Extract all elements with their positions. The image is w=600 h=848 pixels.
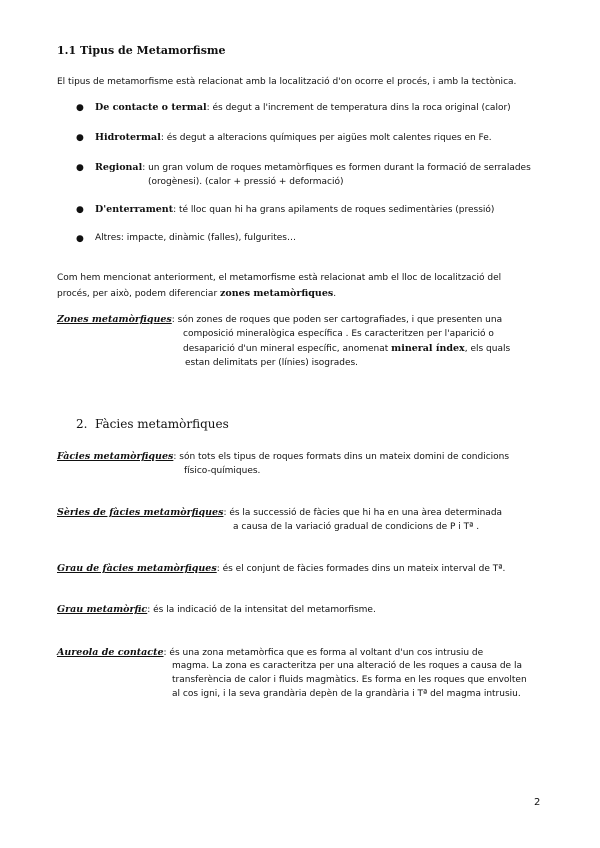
bullet-text: : és degut a alteracions químiques per aigües molt calentes riques en Fe. bbox=[160, 133, 492, 143]
definition-text: : són tots els tipus de roques formats dins un mateix domini de condicions bbox=[173, 452, 510, 462]
page-number: 2 bbox=[534, 797, 541, 808]
definition-continuation: composició mineralògica específica . Es caracteritzen per l'aparició o bbox=[183, 329, 494, 339]
paragraph-line bbox=[57, 288, 336, 299]
definition-continuation: estan delimitats per (línies) isogrades. bbox=[185, 358, 359, 368]
bullet-term: Hidrotermal bbox=[95, 132, 161, 143]
definition-term: Grau metamòrfic bbox=[57, 604, 148, 615]
list-bullet: ● bbox=[76, 133, 84, 143]
definition-term: Sèries de fàcies metamòrfiques bbox=[57, 507, 224, 518]
list-item bbox=[95, 132, 492, 143]
definition-continuation: físico-químiques. bbox=[184, 466, 261, 476]
definition-term: Zones metamòrfiques bbox=[57, 314, 172, 325]
bullet-text: : un gran volum de roques metamòrfiques es formen durant la formació de serralades bbox=[142, 163, 531, 173]
definition-text: , els quals bbox=[464, 344, 511, 354]
list-item bbox=[95, 204, 494, 215]
definition-line bbox=[57, 604, 376, 615]
definition-text: : és el conjunt de fàcies formades dins un mateix interval de Tª. bbox=[216, 564, 506, 574]
definition-term: Fàcies metamòrfiques bbox=[57, 451, 174, 462]
section-number: 2. bbox=[76, 417, 88, 431]
intro-paragraph: El tipus de metamorfisme està relacionat amb la localització d'on ocorre el procés, i amb la tectònica. bbox=[57, 77, 517, 87]
paragraph-text: procés, per això, podem diferenciar bbox=[57, 289, 221, 299]
definition-text: : és la indicació de la intensitat del metamorfisme. bbox=[147, 605, 376, 615]
definition-line bbox=[57, 451, 509, 462]
definition-text: desaparició d'un mineral específic, anomenat bbox=[183, 344, 392, 354]
section-title: Fàcies metamòrfiques bbox=[95, 417, 229, 431]
list-item bbox=[95, 233, 296, 243]
bullet-term: D'enterrament bbox=[95, 204, 174, 215]
definition-line bbox=[57, 563, 505, 574]
bullet-text: : té lloc quan hi ha grans apilaments de roques sedimentàries (pressió) bbox=[173, 205, 495, 215]
definition-text: : són zones de roques que poden ser cartografiades, i que presenten una bbox=[171, 315, 503, 325]
inline-term: zones metamòrfiques bbox=[220, 288, 334, 299]
bullet-text: : és degut a l'increment de temperatura dins la roca original (calor) bbox=[206, 103, 511, 113]
definition-term: Grau de fàcies metamòrfiques bbox=[57, 563, 217, 574]
definition-text: : és una zona metamòrfica que es forma al voltant d'un cos intrusiu de bbox=[163, 648, 484, 658]
list-bullet: ● bbox=[76, 163, 84, 173]
paragraph-line: Com hem mencionat anteriorment, el metamorfisme està relacionat amb el lloc de localització del bbox=[57, 273, 502, 283]
list-item bbox=[95, 102, 511, 113]
section-title: 1.1 Tipus de Metamorfisme bbox=[57, 44, 226, 57]
definition-line bbox=[57, 314, 502, 325]
inline-term: mineral índex bbox=[391, 343, 465, 354]
bullet-text: Altres: impacte, dinàmic (falles), fulgurites… bbox=[95, 233, 296, 243]
list-bullet: ● bbox=[76, 205, 84, 215]
bullet-term: De contacte o termal bbox=[95, 102, 207, 113]
definition-continuation bbox=[183, 343, 510, 354]
definition-term: Aureola de contacte bbox=[57, 647, 164, 658]
definition-line bbox=[57, 647, 483, 658]
bullet-term: Regional bbox=[95, 162, 143, 173]
list-bullet: ● bbox=[76, 103, 84, 113]
list-bullet: ● bbox=[76, 234, 84, 244]
definition-continuation: al cos igni, i la seva grandària depèn de la grandària i Tª del magma intrusiu. bbox=[172, 689, 521, 699]
list-item bbox=[95, 162, 531, 173]
definition-text: : és la successió de fàcies que hi ha en una àrea determinada bbox=[223, 508, 503, 518]
definition-continuation: magma. La zona es caracteritza per una alteració de les roques a causa de la bbox=[172, 661, 522, 671]
definition-line bbox=[57, 507, 502, 518]
paragraph-text: . bbox=[333, 289, 337, 299]
definition-continuation: a causa de la variació gradual de condicions de P i Tª . bbox=[233, 522, 480, 532]
list-item-continuation: (orogènesi). (calor + pressió + deformació) bbox=[148, 177, 344, 187]
definition-continuation: transferència de calor i fluids magmàtics. Es forma en les roques que envolten bbox=[172, 675, 527, 685]
